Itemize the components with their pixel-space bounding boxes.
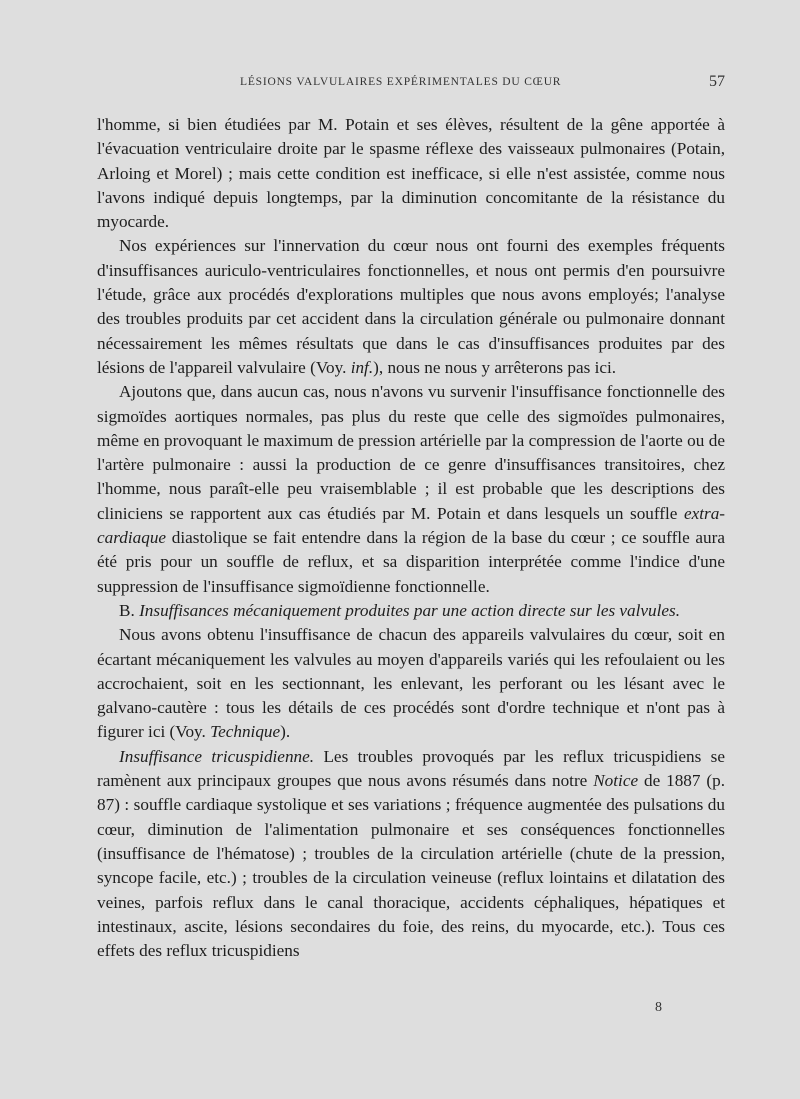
paragraph-2-italic: inf.: [350, 357, 374, 377]
paragraph-5: [97, 623, 725, 744]
paragraph-6-italic-notice: Notice: [593, 771, 639, 791]
printer-signature-mark: 8: [655, 1000, 662, 1015]
paragraph-6-text-a: Les troubles provoqués par les reflux tricuspidiens se ramènent aux principaux groupes que nous avons résumés dans notre: [97, 746, 725, 791]
running-title: LÉSIONS VALVULAIRES EXPÉRIMENTALES DU CŒUR: [240, 76, 562, 88]
paragraph-3-text-b: diastolique se fait entendre dans la région de la base du cœur ; ce souffle aura été pris pour un souffle de reflux, et sa disparition interprétée comme l'indice d'une suppression de l'insuffisance sigmoïdienne fonctionnelle.: [97, 528, 725, 596]
page-number: 57: [709, 73, 725, 90]
paragraph-1-text: l'homme, si bien étudiées par M. Potain et ses élèves, résultent de la gêne apportée à l'évacuation ventriculaire droite par le spasme réflexe des vaisseaux pulmonaires (Potain, Arloing et Morel) ; mais cette condition est inefficace, si elle n'est assistée, comme nous l'avons indiqué depuis longtemps, par la diminution concomitante de la résistance du myocarde.: [97, 115, 725, 232]
paragraph-2: [97, 234, 725, 380]
paragraph-3-text-a: Ajoutons que, dans aucun cas, nous n'avons vu survenir l'insuffisance fonctionnelle des sigmoïdes aortiques normales, pas plus du reste que celle des sigmoïdes pulmonaires, même en provoquant le maximum de pression artérielle par la compression de l'aorte ou de l'artère pulmonaire : aussi la production de ce genre d'insuffisances transitoires, chez l'homme, nous paraît-elle peu vraisemblable ; il est probable que les descriptions des cliniciens se rapportent aux cas étudiés par M. Potain et dans lesquels un souffle: [97, 382, 725, 523]
page-header: [120, 73, 725, 96]
paragraph-6-italic-heading: Insuffisance tricuspidienne.: [119, 746, 315, 766]
paragraph-6-text-b: de 1887 (p. 87) : souffle cardiaque systolique et ses variations ; fréquence augmentée des pulsations du cœur, diminution de l'alimentation pulmonaire et ses conséquences fonctionnelles (insuffisance de l'hématose) ; troubles de la circulation artérielle (chute de la pression, syncope facile, etc.) ; troubles de la circulation veineuse (reflux lointains et dilatation des veines, parfois reflux dans le canal thoracique, accidents céphaliques, hépatiques et intestinaux, ascite, lésions secondaires du foie, des reins, du myocarde, etc.). Tous ces effets des reflux tricuspidiens: [97, 771, 726, 961]
paragraph-5-italic: Technique: [210, 722, 281, 742]
section-heading-b: [97, 599, 725, 623]
paragraph-5-end: ).: [280, 722, 291, 742]
paragraph-6: [97, 745, 725, 964]
paragraph-2-end: ), nous ne nous y arrêterons pas ici.: [373, 357, 617, 377]
section-heading-title: Insuffisances mécaniquement produites par une action directe sur les valvules.: [139, 600, 681, 620]
section-heading-prefix: B.: [119, 600, 135, 620]
body-text: [97, 113, 725, 963]
paragraph-3-italic: extra-cardiaque: [97, 503, 726, 548]
paragraph-2-text: Nos expériences sur l'innervation du cœur nous ont fourni des exemples fréquents d'insuffisances auriculo-ventriculaires fonctionnelles, et nous ont permis d'en poursuivre l'étude, grâce aux procédés d'explorations multiples que nous avons employés; l'analyse des troubles produits par cet accident dans la circulation générale ou pulmonaire donnant nécessairement les mêmes résultats que dans le cas d'insuffisances produites par des lésions de l'appareil valvulaire (Voy.: [97, 236, 725, 377]
paragraph-1: [97, 113, 725, 234]
paragraph-5-text: Nous avons obtenu l'insuffisance de chacun des appareils valvulaires du cœur, soit en écartant mécaniquement les valvules au moyen d'appareils variés qui les refoulaient ou les accrochaient, soit en les sectionnant, les enlevant, les perforant ou les lésant avec le galvano-cautère : tous les détails de ces procédés sont d'ordre technique et n'ont pas à figurer ici (Voy.: [97, 625, 725, 742]
paragraph-3: [97, 380, 725, 599]
